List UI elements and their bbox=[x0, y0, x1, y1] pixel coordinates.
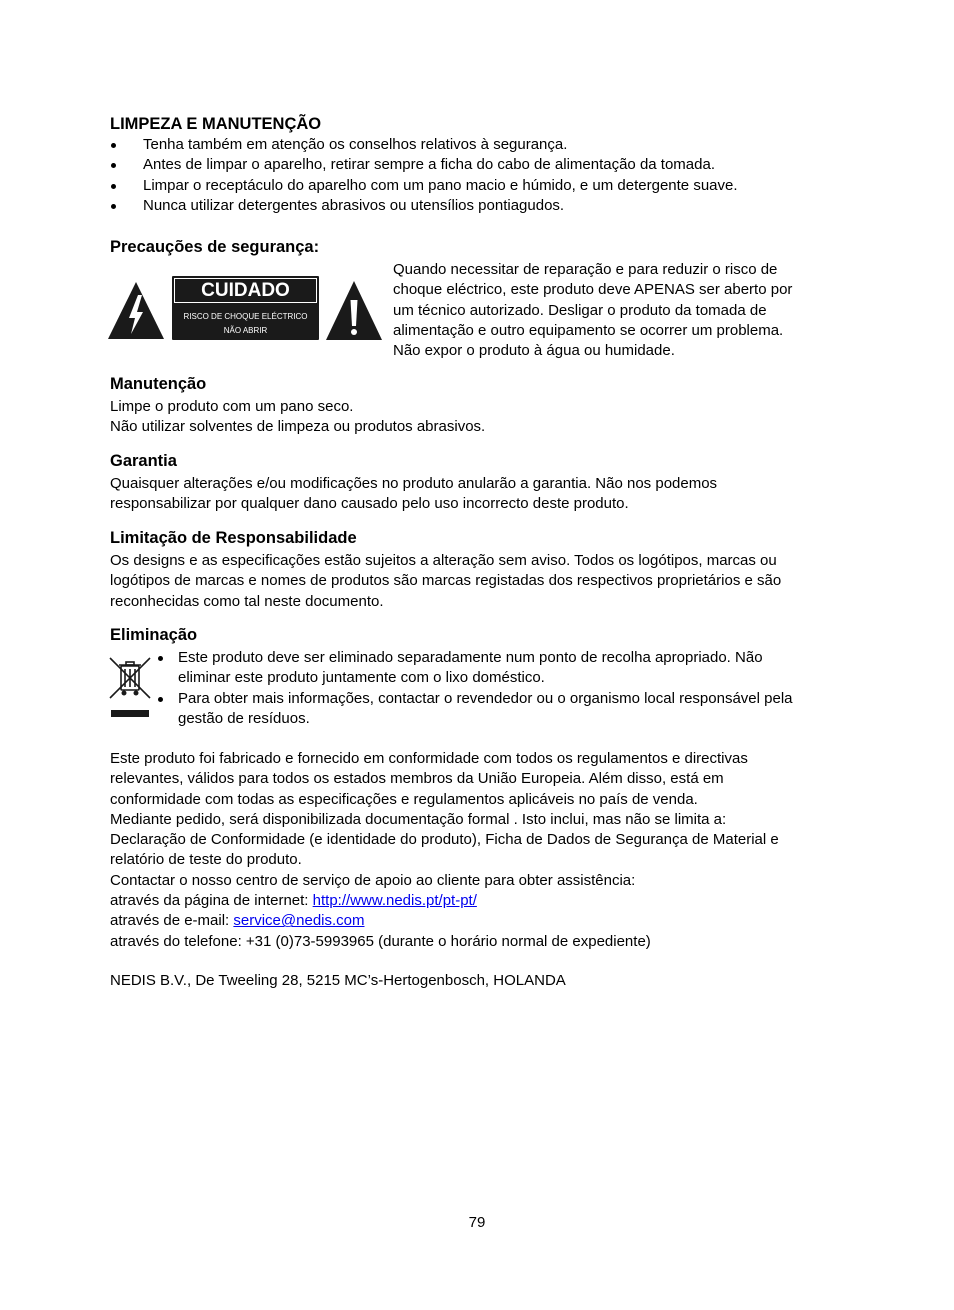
maintenance-section bbox=[110, 374, 850, 438]
text-line: alimentação e outro equipamento se ocorrer um problema. bbox=[393, 321, 784, 339]
safety-text bbox=[393, 260, 853, 361]
text-line: Para obter mais informações, contactar o revendedor ou o organismo local responsável pela bbox=[178, 689, 793, 707]
text-line: Declaração de Conformidade (e identidade do produto), Ficha de Dados de Segurança de Material e bbox=[110, 831, 779, 849]
caution-text bbox=[172, 310, 319, 337]
web-line bbox=[110, 891, 850, 911]
list-item bbox=[158, 648, 858, 689]
text-line: Quando necessitar de reparação e para reduzir o risco de bbox=[393, 261, 778, 278]
text-line: Este produto foi fabricado e fornecido em conformidade com todos os regulamentos e directivas bbox=[110, 750, 748, 767]
text-line: Os designs e as especificações estão sujeitos a alteração sem aviso. Todos os logótipos, marcas ou bbox=[110, 552, 777, 569]
page-number: 79 bbox=[468, 1214, 486, 1231]
disposal-title: Eliminação bbox=[110, 626, 198, 644]
phone-line: através do telefone: +31 (0)73-5993965 (durante o horário normal de expediente) bbox=[110, 932, 651, 950]
text-line: gestão de resíduos. bbox=[178, 709, 310, 727]
caution-label bbox=[172, 276, 319, 340]
email-line bbox=[110, 911, 850, 931]
liability-title: Limitação de Responsabilidade bbox=[110, 529, 357, 547]
text-line: Não utilizar solventes de limpeza ou produtos abrasivos. bbox=[110, 418, 486, 436]
list-item bbox=[158, 689, 858, 730]
caution-line: NÃO ABRIR bbox=[223, 326, 268, 335]
caution-title: CUIDADO bbox=[174, 278, 317, 303]
exclamation-warning-icon bbox=[325, 280, 383, 341]
warranty-title: Garantia bbox=[110, 452, 177, 470]
text-line: Não expor o produto à água ou humidade. bbox=[393, 342, 675, 360]
cleaning-list bbox=[110, 135, 850, 216]
text-line: conformidade com todas as especificações e regulamentos aplicáveis no país de venda. bbox=[110, 790, 698, 808]
list-item: Antes de limpar o aparelho, retirar sempre a ficha do cabo de alimentação da tomada. bbox=[110, 155, 850, 175]
text-line: Este produto deve ser eliminado separadamente num ponto de recolha apropriado. Não bbox=[178, 649, 763, 666]
disposal-list bbox=[158, 648, 858, 729]
text-line: relatório de teste do produto. bbox=[110, 851, 302, 869]
liability-section bbox=[110, 528, 850, 612]
text-line: reconhecidas como tal neste documento. bbox=[110, 592, 384, 610]
list-item: Tenha também em atenção os conselhos relativos à segurança. bbox=[110, 135, 850, 155]
warranty-section bbox=[110, 451, 850, 515]
website-link[interactable]: http://www.nedis.pt/pt-pt/ bbox=[312, 892, 477, 910]
text-line: choque eléctrico, este produto deve APENAS ser aberto por bbox=[393, 281, 793, 299]
text-line: Limpe o produto com um pano seco. bbox=[110, 398, 354, 415]
caution-line: RISCO DE CHOQUE ELÉCTRICO bbox=[183, 312, 308, 321]
maintenance-title: Manutenção bbox=[110, 375, 207, 393]
email-prefix: através de e-mail: bbox=[110, 912, 234, 930]
list-item: Nunca utilizar detergentes abrasivos ou utensílios pontiagudos. bbox=[110, 196, 850, 216]
safety-title: Precauções de segurança: bbox=[110, 238, 320, 256]
text-line: Quaisquer alterações e/ou modificações no produto anularão a garantia. Não nos podemos bbox=[110, 475, 718, 492]
crossed-bin-icon bbox=[108, 656, 152, 720]
text-line: eliminar este produto juntamente com o lixo doméstico. bbox=[178, 669, 545, 687]
cleaning-title: LIMPEZA E MANUTENÇÃO bbox=[110, 115, 322, 133]
text-line: Contactar o nosso centro de serviço de apoio ao cliente para obter assistência: bbox=[110, 871, 636, 889]
web-prefix: através da página de internet: bbox=[110, 892, 313, 910]
text-line: relevantes, válidos para todos os estados membros da União Europeia. Além disso, está em bbox=[110, 770, 724, 788]
disposal-list-wrap bbox=[158, 648, 858, 729]
text-line: responsabilizar por qualquer dano causado pelo uso incorrecto deste produto. bbox=[110, 495, 629, 513]
conformity-section bbox=[110, 749, 850, 952]
text-line: Mediante pedido, será disponibilizada documentação formal . Isto inclui, mas não se limita a: bbox=[110, 810, 727, 828]
text-line: logótipos de marcas e nomes de produtos são marcas registadas dos respectivos proprietários e são bbox=[110, 572, 782, 590]
email-link[interactable]: service@nedis.com bbox=[233, 912, 365, 930]
company-address: NEDIS B.V., De Tweeling 28, 5215 MC’s-Hertogenbosch, HOLANDA bbox=[110, 972, 566, 989]
lightning-warning-icon bbox=[107, 281, 165, 340]
list-item: Limpar o receptáculo do aparelho com um pano macio e húmido, e um detergente suave. bbox=[110, 176, 850, 196]
text-line: um técnico autorizado. Desligar o produto da tomada de bbox=[393, 301, 767, 319]
cleaning-section bbox=[110, 114, 850, 216]
